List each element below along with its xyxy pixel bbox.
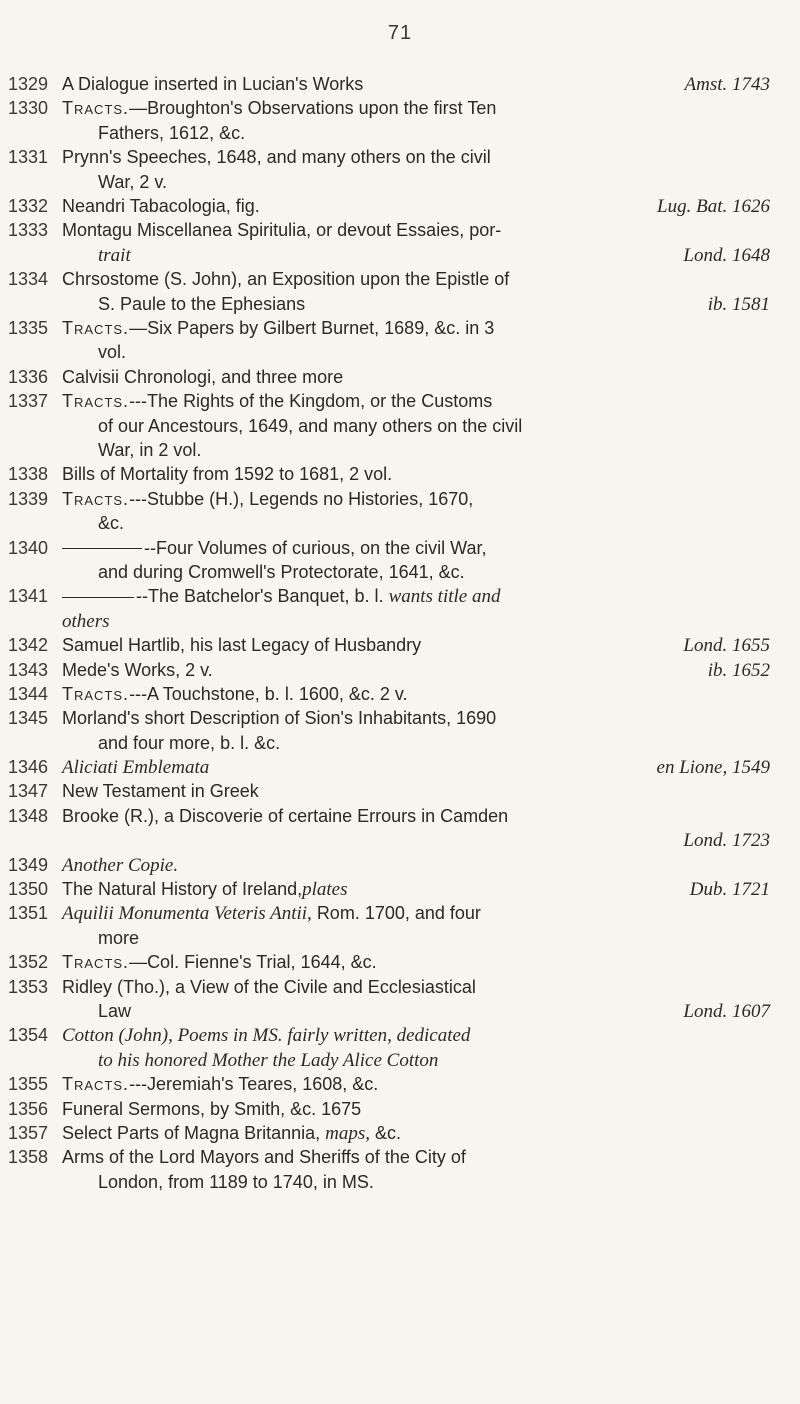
entry-title: Funeral Sermons, by Smith, &c. 1675 <box>62 1098 362 1119</box>
entry-imprint: Lug. Bat. 1626 <box>657 195 770 217</box>
entry-title: Aliciati Emblemata <box>62 757 210 779</box>
lot-number: 1351 <box>8 903 49 924</box>
catalogue-entry <box>0 365 800 389</box>
catalogue-entry <box>0 1097 800 1121</box>
entry-continuation: Law <box>98 1001 132 1022</box>
entry-title: Tracts.---Jeremiah's Teares, 1608, &c. <box>62 1074 379 1095</box>
catalogue-entry <box>0 853 800 877</box>
lot-number: 1340 <box>8 537 49 558</box>
catalogue-entry <box>0 267 800 316</box>
entry-title: --The Batchelor's Banquet, b. l. wants title and <box>62 584 770 609</box>
entry-title: Tracts.—Broughton's Observations upon the first Ten <box>62 98 497 119</box>
ditto-rule <box>62 548 142 549</box>
entry-continuation: and four more, b. l. &c. <box>98 732 281 753</box>
lot-number: 1345 <box>8 708 49 729</box>
entry-imprint: ib. 1652 <box>707 659 770 681</box>
lot-number: 1356 <box>8 1098 49 1119</box>
entry-title: Neandri Tabacologia, fig. <box>62 195 260 216</box>
lot-number: 1350 <box>8 879 49 900</box>
lot-number: 1357 <box>8 1123 49 1144</box>
catalogue-entry <box>0 682 800 706</box>
entry-title: The Natural History of Ireland,plates <box>62 879 348 901</box>
entry-title: New Testament in Greek <box>62 781 259 802</box>
entry-continuation: and during Cromwell's Protectorate, 1641, &c. <box>98 561 465 582</box>
lot-number: 1347 <box>8 781 49 802</box>
lot-number: 1342 <box>8 635 49 656</box>
entry-continuation: vol. <box>98 342 127 363</box>
catalogue-entry <box>0 218 800 267</box>
lot-number: 1332 <box>8 195 49 216</box>
entry-title: Arms of the Lord Mayors and Sheriffs of the City of <box>62 1147 466 1168</box>
catalogue-entries <box>0 72 800 1194</box>
entry-imprint: Lond. 1607 <box>683 1001 770 1023</box>
catalogue-entry <box>0 72 800 96</box>
entry-continuation: London, from 1189 to 1740, in MS. <box>98 1171 374 1192</box>
lot-number: 1333 <box>8 220 49 241</box>
lot-number: 1355 <box>8 1074 49 1095</box>
lot-number: 1354 <box>8 1025 49 1046</box>
lot-number: 1344 <box>8 683 49 704</box>
entry-imprint: Amst. 1743 <box>684 74 770 95</box>
catalogue-entry <box>0 755 800 779</box>
entry-continuation: S. Paule to the Ephesians <box>98 293 306 314</box>
ditto-rule <box>62 597 134 598</box>
entry-title: Another Copie. <box>62 854 179 876</box>
catalogue-entry <box>0 194 800 218</box>
catalogue-entry <box>0 779 800 803</box>
entry-title: Tracts.—Col. Fienne's Trial, 1644, &c. <box>62 952 377 973</box>
catalogue-entry <box>0 901 800 950</box>
catalogue-entry <box>0 1023 800 1072</box>
lot-number: 1349 <box>8 854 49 875</box>
catalogue-entry <box>0 145 800 194</box>
entry-title: Samuel Hartlib, his last Legacy of Husbandry <box>62 635 422 656</box>
lot-number: 1331 <box>8 147 49 168</box>
lot-number: 1348 <box>8 805 49 826</box>
catalogue-entry <box>0 536 800 585</box>
entry-title: A Dialogue inserted in Lucian's Works <box>62 74 364 94</box>
catalogue-entry <box>0 96 800 145</box>
entry-continuation: to his honored Mother the Lady Alice Cotton <box>98 1049 439 1071</box>
lot-number: 1336 <box>8 366 49 387</box>
lot-number: 1352 <box>8 952 49 973</box>
entry-title: Tracts.---Stubbe (H.), Legends no Histories, 1670, <box>62 488 474 509</box>
catalogue-entry <box>0 658 800 682</box>
catalogue-entry <box>0 950 800 974</box>
catalogue-entry <box>0 316 800 365</box>
entry-imprint: Lond. 1648 <box>683 244 770 266</box>
catalogue-entry <box>0 584 800 633</box>
catalogue-entry <box>0 706 800 755</box>
catalogue-entry <box>0 1072 800 1096</box>
lot-number: 1343 <box>8 659 49 680</box>
entry-imprint: Lond. 1655 <box>683 635 770 657</box>
catalogue-entry <box>0 1145 800 1194</box>
entry-imprint: en Lione, 1549 <box>656 757 770 779</box>
catalogue-entry <box>0 389 800 462</box>
lot-number: 1358 <box>8 1147 49 1168</box>
lot-number: 1339 <box>8 488 49 509</box>
lot-number: 1329 <box>8 74 49 94</box>
entry-imprint: Dub. 1721 <box>689 879 770 901</box>
lot-number: 1341 <box>8 586 49 607</box>
entry-title: Brooke (R.), a Discoverie of certaine Errours in Camden <box>62 805 509 826</box>
lot-number: 1330 <box>8 98 49 119</box>
lot-number: 1338 <box>8 464 49 485</box>
entry-title: Prynn's Speeches, 1648, and many others on the civil <box>62 147 491 168</box>
lot-number: 1346 <box>8 757 49 778</box>
page-number: 71 <box>387 22 413 44</box>
entry-title: Morland's short Description of Sion's Inhabitants, 1690 <box>62 708 497 729</box>
entry-continuation: War, in 2 vol. <box>98 439 202 460</box>
entry-continuation: &c. <box>98 513 125 534</box>
entry-continuation: Fathers, 1612, &c. <box>98 122 246 143</box>
lot-number: 1353 <box>8 976 49 997</box>
catalogue-entry <box>0 633 800 657</box>
entry-title: Calvisii Chronologi, and three more <box>62 366 344 387</box>
lot-number: 1335 <box>8 317 49 338</box>
catalogue-entry <box>0 487 800 536</box>
entry-imprint: Lond. 1723 <box>683 830 770 852</box>
entry-title: --Four Volumes of curious, on the civil War, <box>62 536 770 560</box>
entry-title: Mede's Works, 2 v. <box>62 659 213 680</box>
lot-number: 1337 <box>8 391 49 412</box>
entry-title: Tracts.---A Touchstone, b. l. 1600, &c. 2 v. <box>62 683 408 704</box>
catalogue-entry <box>0 975 800 1024</box>
entry-title: Chrsostome (S. John), an Exposition upon the Epistle of <box>62 269 510 290</box>
catalogue-entry <box>0 1121 800 1145</box>
entry-title: Tracts.—Six Papers by Gilbert Burnet, 1689, &c. in 3 <box>62 317 495 338</box>
entry-continuation: others <box>62 610 110 632</box>
entry-continuation: of our Ancestours, 1649, and many others on the civil <box>98 415 523 436</box>
entry-title: Cotton (John), Poems in MS. fairly written, dedicated <box>62 1025 471 1047</box>
catalogue-entry <box>0 804 800 853</box>
entry-title: Aquilii Monumenta Veteris Antii, Rom. 1700, and four <box>62 903 481 925</box>
entry-continuation: more <box>98 927 140 948</box>
entry-title: Bills of Mortality from 1592 to 1681, 2 vol. <box>62 464 393 485</box>
catalogue-entry <box>0 877 800 901</box>
entry-imprint: ib. 1581 <box>707 293 770 315</box>
catalogue-entry <box>0 462 800 486</box>
entry-title: Select Parts of Magna Britannia, maps, &c. <box>62 1123 402 1145</box>
entry-continuation: trait <box>98 244 131 266</box>
lot-number: 1334 <box>8 269 49 290</box>
entry-title: Ridley (Tho.), a View of the Civile and Ecclesiastical <box>62 976 476 997</box>
entry-title: Tracts.---The Rights of the Kingdom, or the Customs <box>62 391 493 412</box>
entry-continuation: War, 2 v. <box>98 171 168 192</box>
entry-title: Montagu Miscellanea Spiritulia, or devout Essaies, por- <box>62 220 502 241</box>
